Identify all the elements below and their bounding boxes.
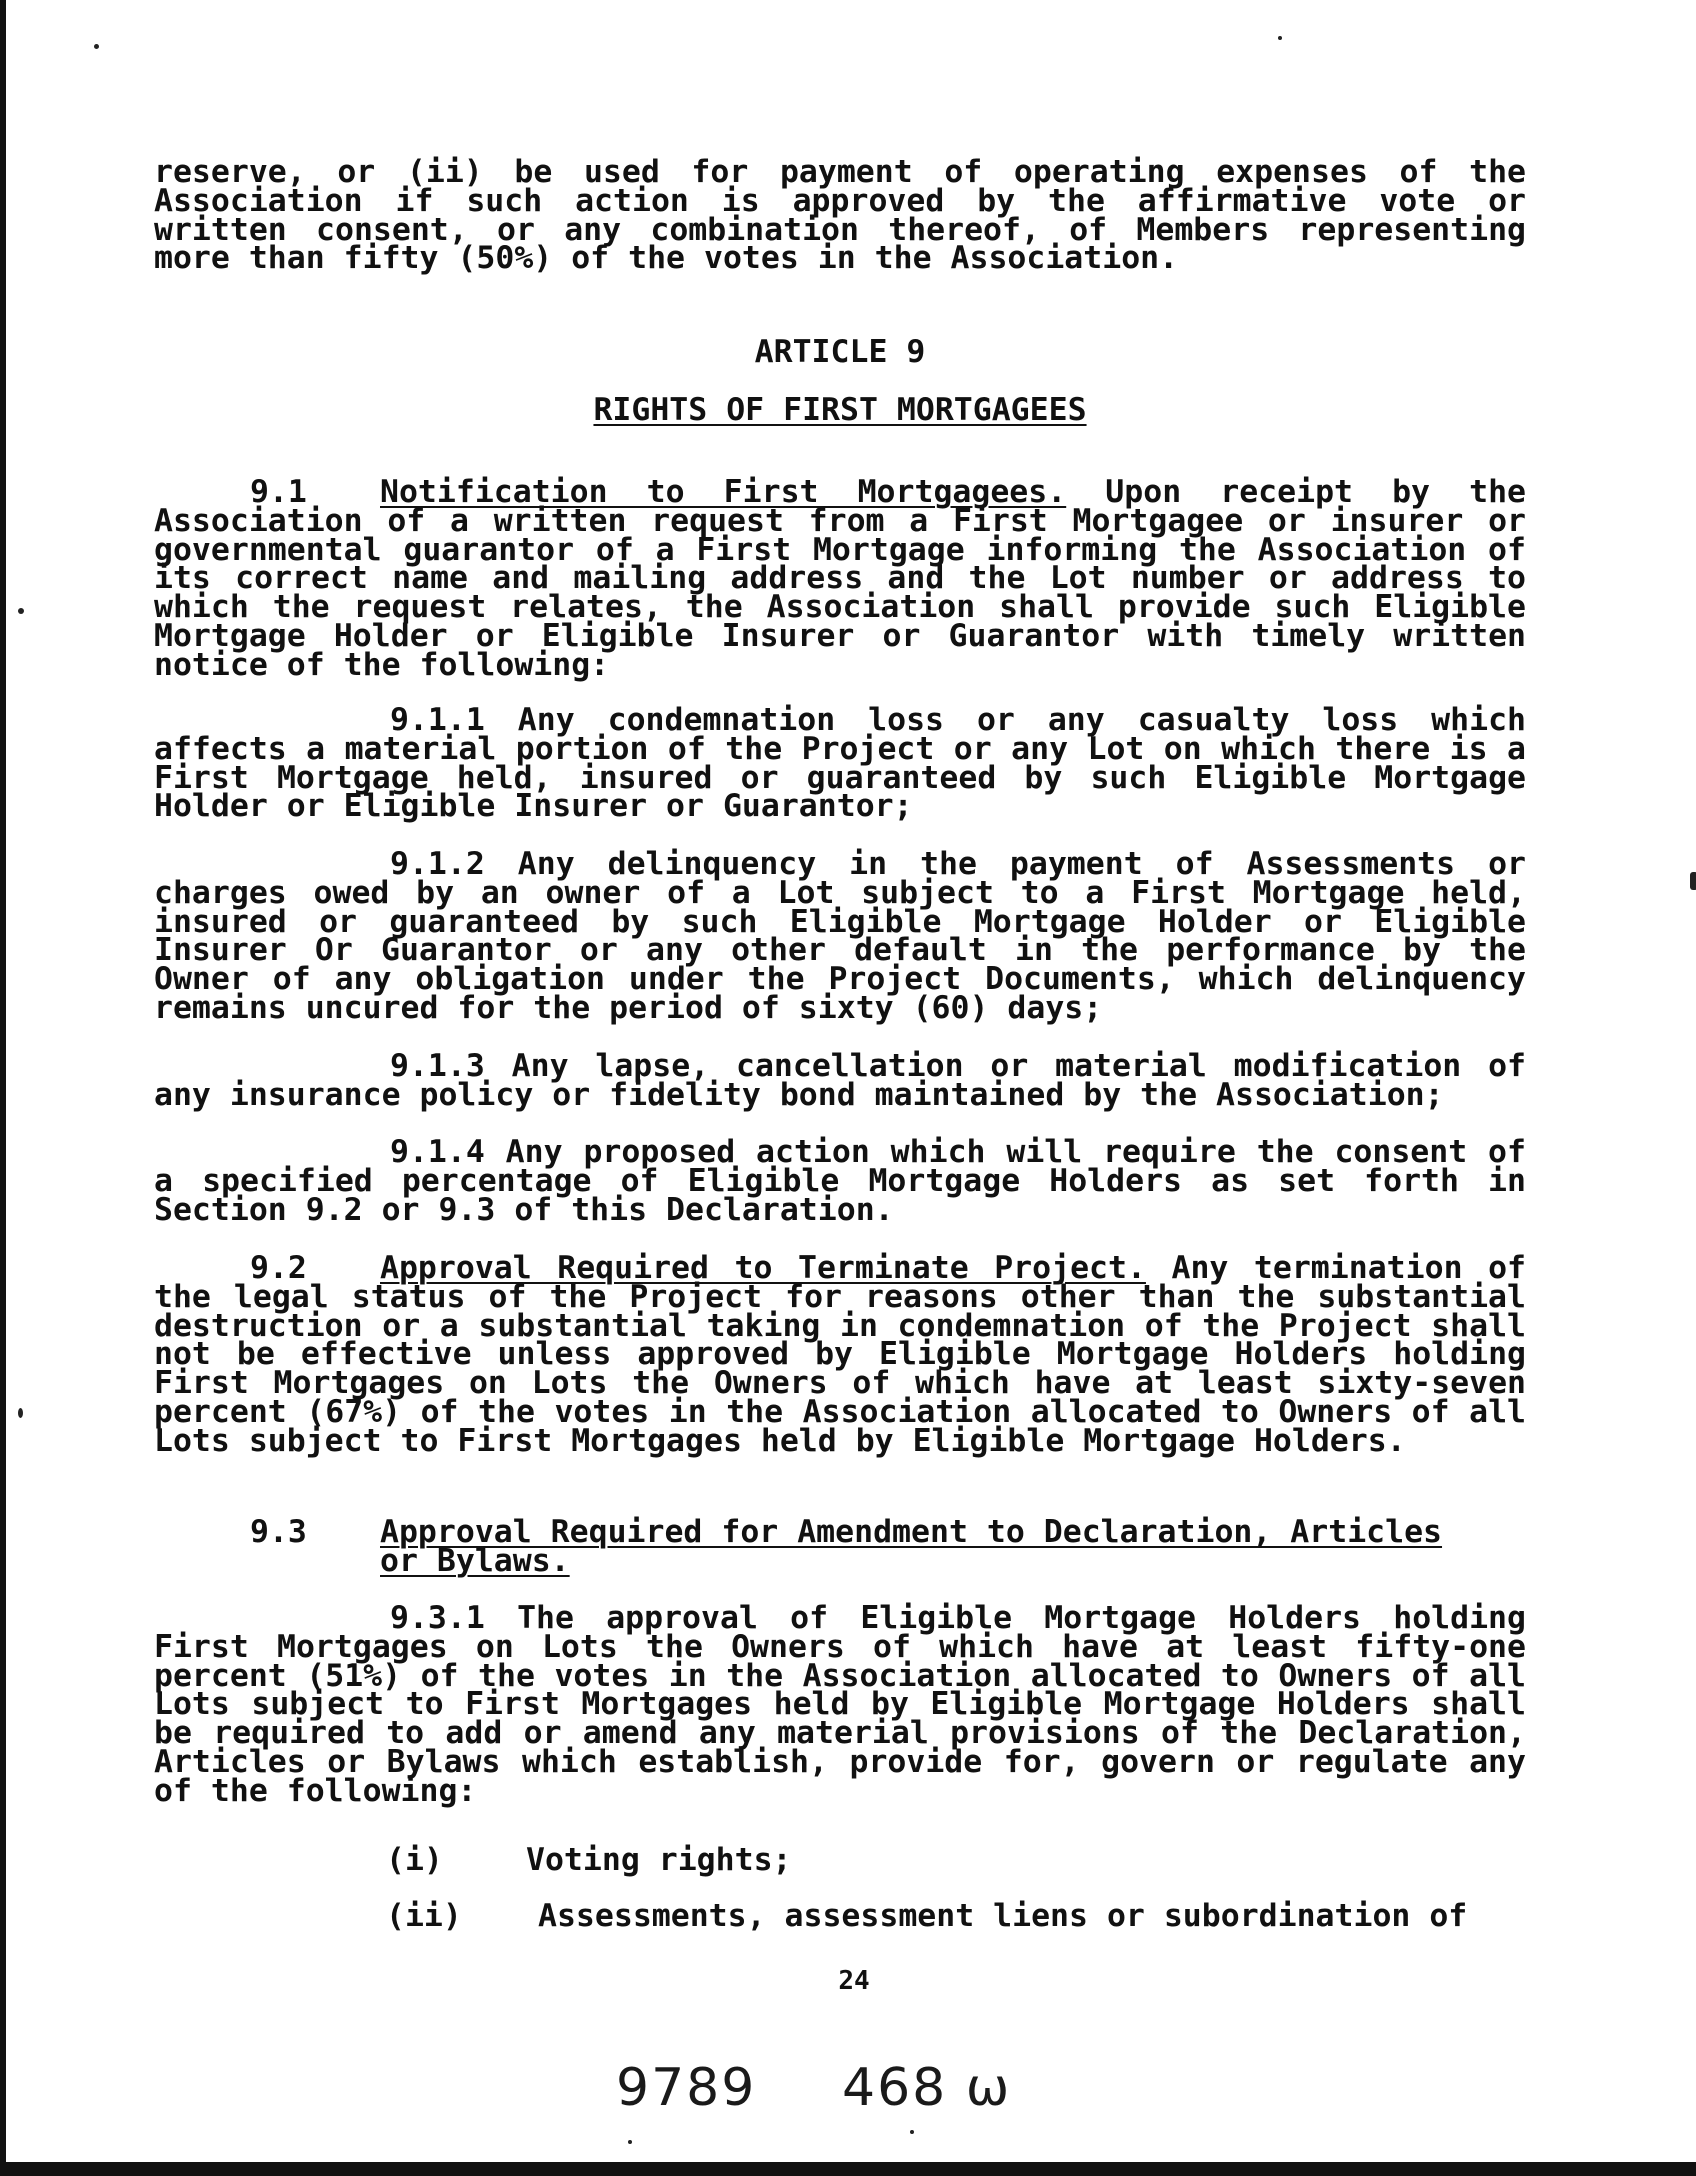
article-heading: ARTICLE 9 xyxy=(754,334,926,370)
section-9-1-1 xyxy=(154,702,1526,825)
page-number: 24 xyxy=(838,1966,870,1996)
section-9-1 xyxy=(154,474,1526,683)
section-9-1-paragraph xyxy=(154,474,1526,683)
handwritten-code-right: 468 ω xyxy=(842,2058,1012,2118)
section-heading-wrap xyxy=(380,1514,1526,1579)
section-9-1-2 xyxy=(154,846,1526,1026)
section-number: 9.1 xyxy=(250,474,307,510)
scan-speck xyxy=(1278,36,1282,40)
scan-speck xyxy=(910,2130,914,2134)
intro-paragraph: reserve, or (ii) be used for payment of operating expenses of the Association if such action is approved by the affirmative vote or written consent, or any combination thereof, of Members representing more than fifty (50%) of the votes in the Association. xyxy=(154,154,1526,277)
subsection-paragraph: 9.1.2 Any delinquency in the payment of Assessments or charges owed by an owner of a Lot subject to a First Mortgage held, insured or guaranteed by such Eligible Mortgage Holder or Eligible Insurer Or Guarantor or any other default in the performance by the Owner of any obligation under the Project Documents, which delinquency remains uncured for the period of sixty (60) days; xyxy=(154,846,1526,1026)
scan-speck xyxy=(18,1408,23,1418)
section-text: Any termination of the legal status of the Project for reasons other than the substantial destruction or a substantial taking in condemnation of the Project shall not be effective unless approved by Eligible Mortgage Holders holding First Mortgages on Lots the Owners of which have at least sixty-seven percent (67%) of the votes in the Association allocated to Owners of all Lots subject to First Mortgages held by Eligible Mortgage Holders. xyxy=(154,1250,1526,1459)
article-title-wrap xyxy=(154,392,1526,428)
section-heading: Notification to First Mortgagees. xyxy=(380,474,1067,510)
section-heading-line-2: or Bylaws. xyxy=(380,1542,570,1579)
section-9-3-1 xyxy=(154,1600,1526,1809)
handwritten-code-left: 9789 xyxy=(616,2058,757,2118)
list-text: Assessments, assessment liens or subordination of xyxy=(538,1898,1468,1934)
section-9-1-3 xyxy=(154,1048,1526,1113)
list-marker: (i) xyxy=(386,1842,443,1878)
section-9-2 xyxy=(154,1250,1526,1459)
scan-speck xyxy=(94,44,99,49)
article-title: RIGHTS OF FIRST MORTGAGEES xyxy=(593,392,1087,428)
subsection-paragraph: 9.1.3 Any lapse, cancellation or material modification of any insurance policy or fidelity bond maintained by the Association; xyxy=(154,1048,1526,1113)
section-9-1-4 xyxy=(154,1134,1526,1228)
list-marker: (ii) xyxy=(386,1898,462,1934)
list-item xyxy=(386,1898,1467,1934)
scan-speck xyxy=(628,2140,632,2144)
section-heading: Approval Required to Terminate Project. xyxy=(380,1250,1146,1286)
section-9-2-paragraph xyxy=(154,1250,1526,1459)
subsection-paragraph: 9.1.4 Any proposed action which will require the consent of a specified percentage of Eligible Mortgage Holders as set forth in Section 9.2 or 9.3 of this Declaration. xyxy=(154,1134,1526,1228)
list-text: Voting rights; xyxy=(526,1842,792,1878)
section-number: 9.2 xyxy=(250,1250,307,1286)
subsection-paragraph: 9.3.1 The approval of Eligible Mortgage Holders holding First Mortgages on Lots the Owners of which have at least fifty-one percent (51%) of the votes in the Association allocated to Owners of all Lots subject to First Mortgages held by Eligible Mortgage Holders shall be required to add or amend any material provisions of the Declaration, Articles or Bylaws which establish, provide for, govern or regulate any of the following: xyxy=(154,1600,1526,1809)
scan-speck xyxy=(18,608,24,614)
section-9-3 xyxy=(154,1514,1526,1579)
subsection-paragraph: 9.1.1 Any condemnation loss or any casualty loss which affects a material portion of the Project or any Lot on which there is a First Mortgage held, insured or guaranteed by such Eligible Mortgage Holder or Eligible Insurer or Guarantor; xyxy=(154,702,1526,825)
section-heading-line-1: Approval Required for Amendment to Declaration, Articles xyxy=(380,1514,1443,1550)
section-text: Upon receipt by the Association of a written request from a First Mortgagee or insurer or governmental guarantor of a First Mortgage informing the Association of its correct name and mailing address and the Lot number or address to which the request relates, the Association shall provide such Eligible Mortgage Holder or Eligible Insurer or Guarantor with timely written notice of the following: xyxy=(154,474,1526,683)
intro-paragraph-block xyxy=(154,154,1526,277)
scan-speck xyxy=(1690,872,1696,890)
section-number: 9.3 xyxy=(250,1514,307,1550)
list-item xyxy=(386,1842,792,1878)
